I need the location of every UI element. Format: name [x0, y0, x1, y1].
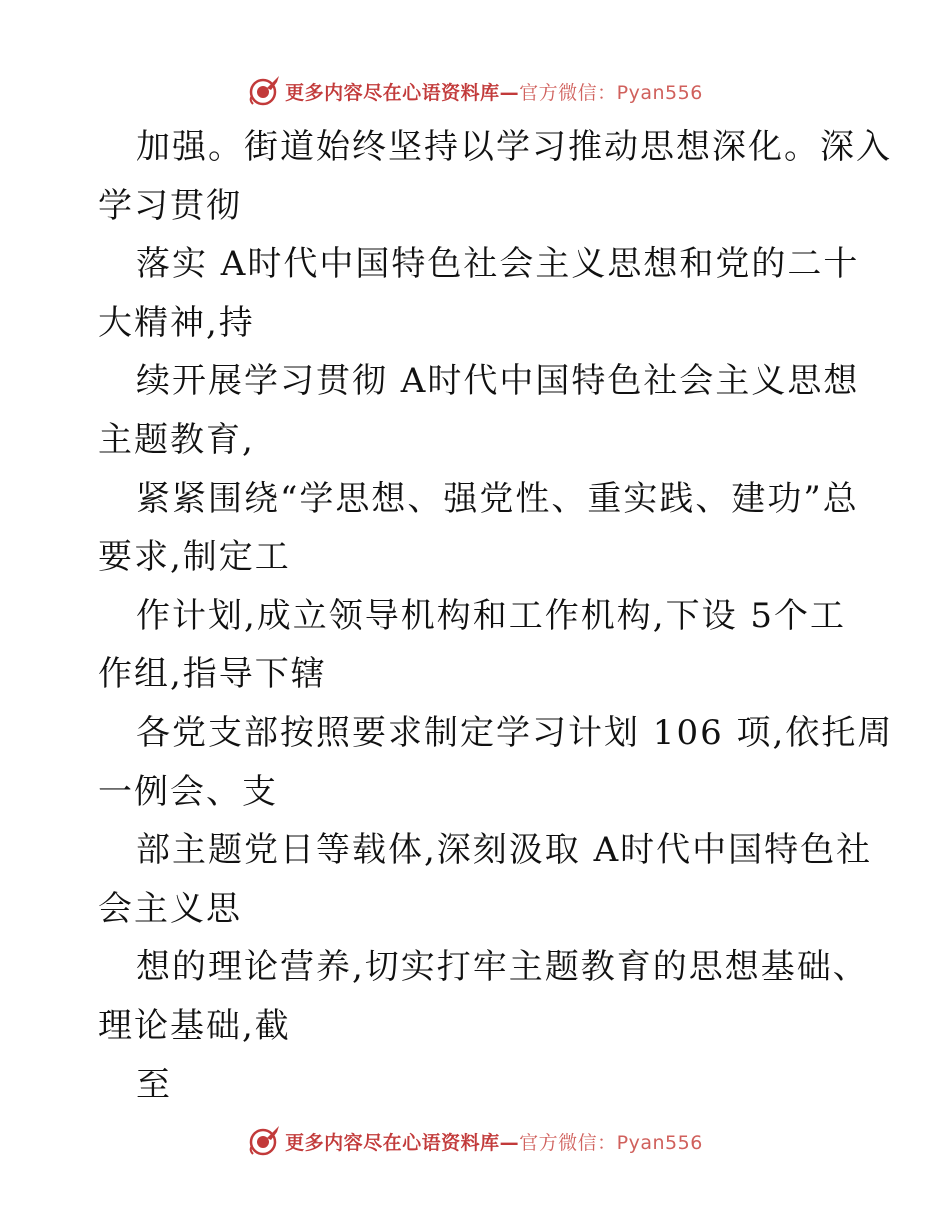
text-line: 一例会、支 — [98, 771, 278, 812]
text-line: 理论基础,截 — [98, 1005, 291, 1046]
text-line: 会主义思 — [98, 888, 242, 929]
text-line: 主题教育, — [98, 419, 255, 460]
text-line: 学习贯彻 — [98, 185, 242, 226]
watermark-text: 更多内容尽在心语资料库—官方微信：Pyan556 — [285, 81, 703, 104]
text-line: 落实 A时代中国特色社会主义思想和党的二十 — [136, 244, 860, 285]
text-line: 各党支部按照要求制定学习计划 106 项,依托周 — [136, 712, 894, 753]
text-line: 作计划,成立领导机构和工作机构,下设 5个工 — [136, 595, 847, 636]
text-line: 想的理论营养,切实打牢主题教育的思想基础、 — [136, 947, 869, 988]
footer-watermark — [0, 1121, 950, 1161]
text-line: 至 — [136, 1064, 172, 1105]
text-line: 紧紧围绕“学思想、强党性、重实践、建功”总 — [136, 478, 859, 519]
text-line: 要求,制定工 — [98, 537, 291, 578]
document-body — [98, 118, 894, 1114]
text-line: 大精神,持 — [98, 302, 255, 343]
text-line: 部主题党日等载体,深刻汲取 A时代中国特色社 — [136, 830, 873, 871]
text-line: 作组,指导下辖 — [98, 654, 327, 695]
text-line: 加强。街道始终坚持以学习推动思想深化。深入 — [136, 127, 892, 167]
header-watermark — [0, 71, 950, 111]
watermark-text: 更多内容尽在心语资料库—官方微信：Pyan556 — [285, 1131, 703, 1154]
quill-pen-logo-icon — [247, 1124, 281, 1158]
quill-pen-logo-icon — [247, 74, 281, 108]
text-line: 续开展学习贯彻 A时代中国特色社会主义思想 — [136, 361, 860, 402]
